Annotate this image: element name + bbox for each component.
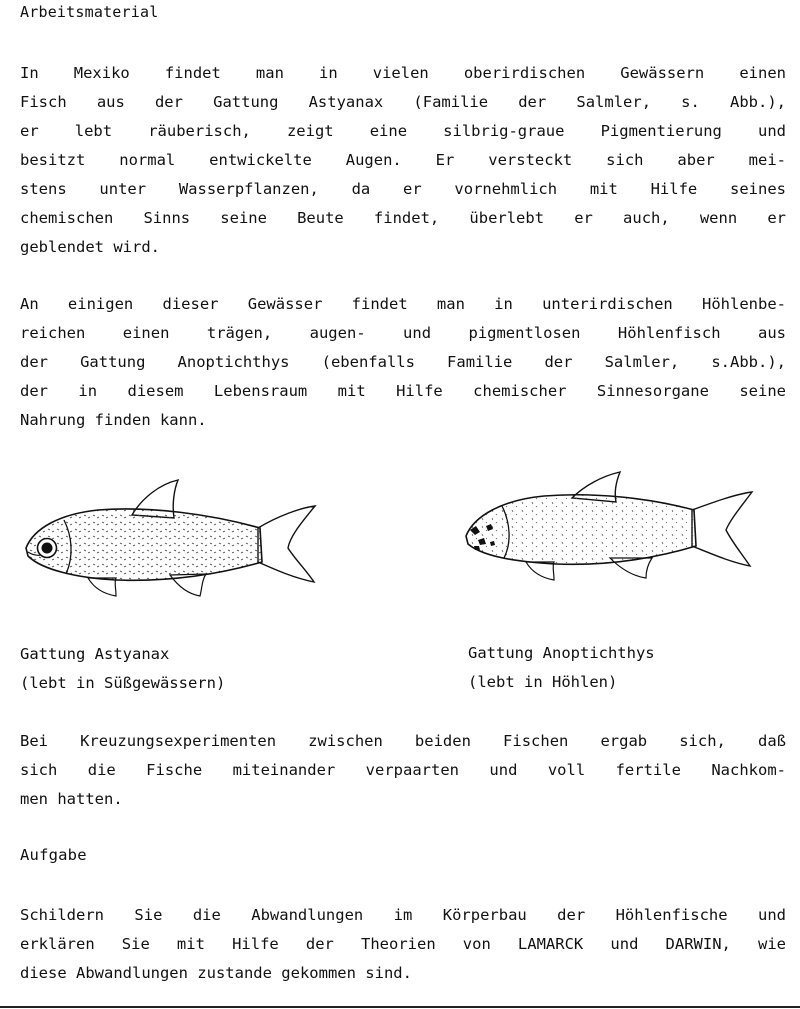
text-line: er lebt räuberisch, zeigt eine silbrig-graue Pigmentierung und: [20, 122, 786, 140]
caption-anoptichthys: [468, 639, 655, 697]
text-line: der Gattung Anoptichthys (ebenfalls Familie der Salmler, s.Abb.),: [20, 353, 786, 371]
caption-habitat: (lebt in Höhlen): [468, 673, 618, 691]
caption-astyanax: [20, 640, 225, 698]
paragraph-task: [20, 901, 786, 988]
text-line: men hatten.: [20, 790, 123, 808]
text-line: diese Abwandlungen zustande gekommen sind.: [20, 964, 412, 982]
text-line: besitzt normal entwickelte Augen. Er versteckt sich aber mei-: [20, 151, 786, 169]
paragraph-anoptichthys: [20, 290, 786, 435]
text-line: stens unter Wasserpflanzen, da er vornehmlich mit Hilfe seines: [20, 180, 786, 198]
caption-habitat: (lebt in Süßgewässern): [20, 674, 226, 692]
astyanax-fish-drawing: [20, 470, 320, 605]
text-line: Schildern Sie die Abwandlungen im Körperbau der Höhlenfische und: [20, 906, 786, 924]
caption-title: Gattung Anoptichthys: [468, 644, 655, 662]
text-line: erklären Sie mit Hilfe der Theorien von LAMARCK und DARWIN, wie: [20, 935, 786, 953]
text-line: In Mexiko findet man in vielen oberirdischen Gewässern einen: [20, 64, 786, 82]
text-line: sich die Fische miteinander verpaarten und voll fertile Nachkom-: [20, 761, 786, 779]
paragraph-astyanax: [20, 59, 786, 262]
text-line: chemischen Sinns seine Beute findet, überlebt er auch, wenn er: [20, 209, 786, 227]
text-line: Fisch aus der Gattung Astyanax (Familie der Salmler, s. Abb.),: [20, 93, 786, 111]
heading-aufgabe: Aufgabe: [20, 846, 87, 864]
anoptichthys-fish-drawing: [460, 468, 760, 593]
paragraph-crossing: [20, 727, 786, 814]
caption-title: Gattung Astyanax: [20, 645, 170, 663]
page-bottom-rule: [0, 1006, 800, 1008]
anoptichthys-fish-illustration: [460, 468, 760, 593]
heading-arbeitsmaterial: Arbeitsmaterial: [20, 3, 159, 21]
text-line: An einigen dieser Gewässer findet man in unterirdischen Höhlenbe-: [20, 295, 786, 313]
text-line: der in diesem Lebensraum mit Hilfe chemischer Sinnesorgane seine: [20, 382, 786, 400]
text-line: Nahrung finden kann.: [20, 411, 207, 429]
text-line: reichen einen trägen, augen- und pigmentlosen Höhlenfisch aus: [20, 324, 786, 342]
text-line: geblendet wird.: [20, 238, 160, 256]
text-line: Bei Kreuzungsexperimenten zwischen beiden Fischen ergab sich, daß: [20, 732, 786, 750]
astyanax-fish-illustration: [20, 470, 320, 605]
